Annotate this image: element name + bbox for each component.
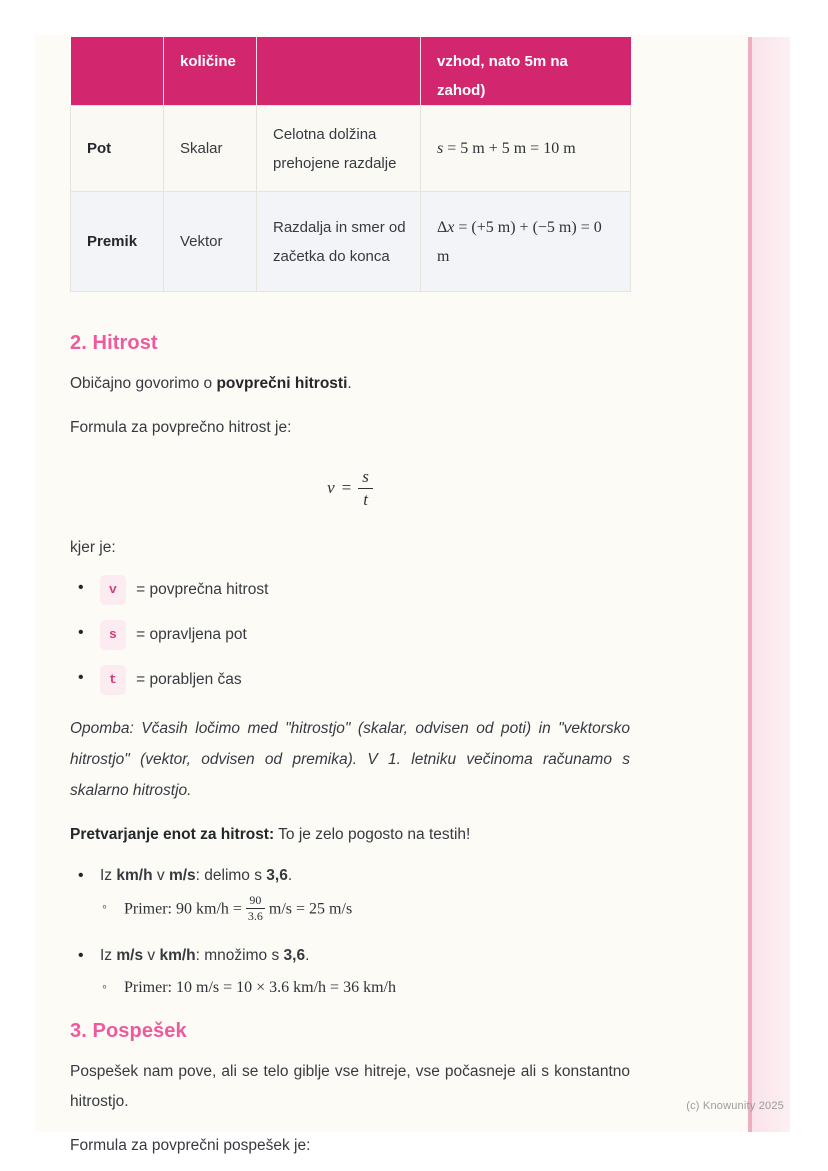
row-pot-formula: s = 5 m + 5 m = 10 m	[421, 106, 631, 192]
paragraph-formula-intro: Formula za povprečno hitrost je:	[70, 419, 292, 436]
row-premik-kind: Vektor	[164, 192, 257, 292]
row-pot-name: Pot	[71, 106, 164, 192]
paragraph-pospesek-formula-intro: Formula za povprečni pospešek je:	[70, 1136, 311, 1154]
table-header-row	[71, 37, 631, 106]
section-heading-hitrost: 2. Hitrost	[70, 332, 158, 354]
table-header-cell-3	[257, 37, 421, 106]
paragraph-kjer-je: kjer je:	[70, 539, 116, 556]
table-header-cell-1	[71, 37, 164, 106]
example-sublist-1	[100, 894, 630, 924]
table-header-cell-2: količine	[164, 37, 257, 106]
row-premik-desc: Razdalja in smer od začetka do konca	[257, 192, 421, 292]
code-badge-s: s	[100, 620, 126, 650]
list-item-v: • v = povprečna hitrost	[70, 575, 630, 605]
conversion-list	[70, 862, 630, 1002]
code-badge-v: v	[100, 575, 126, 605]
example-kmh-to-ms: ◦ Primer: 90 km/h = $\frac{90}{3.6}$ m/s = 25 m/s	[100, 894, 630, 924]
table-row-premik	[71, 192, 631, 292]
paragraph-pospesek: Pospešek nam pove, ali se telo giblje vse hitreje, vse počasneje ali s konstantno hitrostjo.	[70, 1062, 630, 1110]
row-premik-name: Premik	[71, 192, 164, 292]
table-row-pot	[71, 106, 631, 192]
pot-premik-table	[70, 37, 631, 292]
page-edge-band	[748, 37, 790, 1132]
table-header-cell-4: vzhod, nato 5m na zahod)	[421, 37, 631, 106]
code-badge-t: t	[100, 665, 126, 695]
notes-content	[35, 35, 750, 1154]
note-paragraph: Opomba: Včasih ločimo med "hitrostjo" (skalar, odvisen od poti) in "vektorsko hitrostjo" (vektor, odvisen od premika). V 1. letniku večinoma računamo s skalarno hitrostjo.	[70, 720, 630, 799]
paragraph-pretvarjanje: Pretvarjanje enot za hitrost: To je zelo pogosto na testih!	[70, 826, 471, 843]
row-premik-formula: Δx = (+5 m) + (−5 m) = 0 m	[421, 192, 631, 292]
formula-average-speed: v = $\frac{s}{t}$	[70, 457, 630, 519]
section-heading-pospesek: 3. Pospešek	[70, 1019, 187, 1042]
watermark-text: (c) Knowunity 2025	[686, 1100, 784, 1112]
variables-list	[70, 575, 630, 695]
example-ms-to-kmh: ◦ Primer: 10 m/s = 10 × 3.6 km/h = 36 km/h	[100, 974, 630, 1002]
row-pot-kind: Skalar	[164, 106, 257, 192]
example-sublist-2	[100, 974, 630, 1002]
paragraph-povprecna: Običajno govorimo o povprečni hitrosti.	[70, 375, 352, 392]
list-item-ms-to-kmh: • Iz m/s v km/h: množimo s 3,6. ◦ Primer: 10 m/s = 10 × 3.6 km/h = 36 km/h	[70, 942, 630, 1002]
list-item-t: • t = porabljen čas	[70, 665, 630, 695]
list-item-s: • s = opravljena pot	[70, 620, 630, 650]
row-pot-desc: Celotna dolžina prehojene razdalje	[257, 106, 421, 192]
list-item-kmh-to-ms: • Iz km/h v m/s: delimo s 3,6. ◦ Primer: 90 km/h = $\frac{90}{3.6}$ m/s = 25 m/s	[70, 862, 630, 924]
